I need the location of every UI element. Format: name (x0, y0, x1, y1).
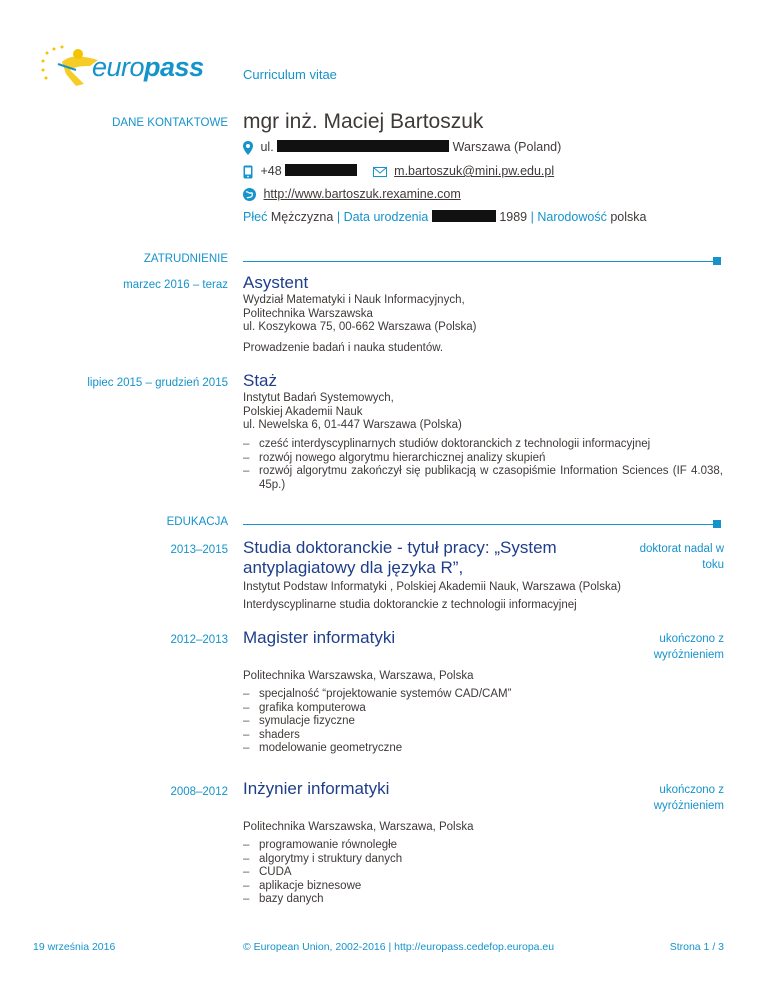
employment-section-marker (713, 257, 721, 265)
birth-label: Data urodzenia (343, 210, 429, 224)
org-line: ul. Koszykowa 75, 00-662 Warszawa (Polska) (243, 321, 477, 333)
redacted-phone (285, 164, 357, 176)
nationality-value: polska (610, 210, 647, 224)
education-section-divider (243, 524, 713, 525)
education-dates: 2008–2012 (170, 786, 228, 798)
website-link[interactable]: http://www.bartoszuk.rexamine.com (263, 187, 461, 201)
education-organization: Politechnika Warszawska, Warszawa, Polska (243, 670, 474, 682)
phone-email-line (243, 164, 554, 179)
list-item: – rozwój nowego algorytmu hierarchicznej analizy skupień (243, 452, 723, 466)
street-prefix: ul. (260, 140, 274, 154)
address-line (243, 140, 561, 155)
education-status: ukończono z wyróżnieniem (653, 784, 724, 812)
education-title: Studia doktoranckie - tytuł pracy: „System antyplagiatowy dla języka R”, (243, 538, 557, 577)
person-name: mgr inż. Maciej Bartoszuk (243, 110, 484, 133)
cv-label: Curriculum vitae (243, 67, 337, 82)
city: Warszawa (Poland) (452, 140, 562, 154)
job-title: Asystent (243, 273, 309, 292)
logo-text-euro: euro (92, 52, 145, 82)
job-dates: lipiec 2015 – grudzień 2015 (87, 377, 228, 389)
education-title: Magister informatyki (243, 628, 396, 647)
personal-info-line (243, 210, 646, 224)
list-item: – CUDA (243, 866, 402, 880)
redacted-birth-date (432, 210, 496, 222)
list-item: – cześć interdyscyplinarnych studiów doktoranckich z technologii informacyjnej (243, 438, 723, 452)
phone-prefix: +48 (260, 164, 282, 178)
org-line: Polskiej Akademii Nauk (243, 405, 363, 418)
list-item: – aplikacje biznesowe (243, 880, 402, 894)
globe-icon (243, 188, 256, 201)
education-description: Interdyscyplinarne studia doktoranckie z technologii informacyjnej (243, 599, 577, 611)
website-line (243, 187, 461, 201)
org-line: ul. Newelska 6, 01-447 Warszawa (Polska) (243, 419, 462, 431)
location-pin-icon (243, 141, 253, 155)
job-description: Prowadzenie badań i nauka studentów. (243, 342, 444, 354)
org-line: Wydział Matematyki i Nauk Informacyjnych, (243, 294, 465, 306)
list-item: – algorytmy i struktury danych (243, 853, 402, 867)
education-organization: Instytut Podstaw Informatyki , Polskiej Akademii Nauk, Warszawa (Polska) (243, 581, 621, 593)
org-line: Instytut Badań Systemowych, (243, 392, 394, 404)
list-item: – shaders (243, 729, 511, 743)
mobile-phone-icon (243, 165, 253, 179)
education-section-title: EDUKACJA (166, 516, 228, 528)
list-item: – rozwój algorytmu zakończył się publikacją w czasopiśmie Information Sciences (IF 4.038, 45p.) (243, 465, 723, 492)
education-dates: 2013–2015 (170, 544, 228, 556)
job-organization (243, 294, 477, 335)
employment-section-divider (243, 261, 713, 262)
envelope-icon (373, 167, 387, 177)
education-title: Inżynier informatyki (243, 779, 390, 798)
footer-page-number: Strona 1 / 3 (669, 941, 724, 953)
job-bullet-list (243, 438, 723, 492)
job-title: Staż (243, 371, 278, 390)
list-item: – symulacje fizyczne (243, 715, 511, 729)
education-status: doktorat nadal w toku (639, 543, 724, 571)
gender-label: Płeć (243, 210, 268, 224)
redacted-street (277, 140, 449, 152)
list-item: – specjalność “projektowanie systemów CAD/CAM” (243, 688, 511, 702)
list-item: – grafika komputerowa (243, 702, 511, 716)
education-dates: 2012–2013 (170, 634, 228, 646)
education-section-marker (713, 520, 721, 528)
education-organization: Politechnika Warszawska, Warszawa, Polska (243, 821, 474, 833)
job-organization (243, 392, 462, 433)
education-bullet-list (243, 688, 511, 756)
education-bullet-list (243, 839, 402, 907)
list-item: – bazy danych (243, 893, 402, 907)
footer-copyright: © European Union, 2002-2016 | http://europass.cedefop.europa.eu (243, 941, 555, 953)
employment-section-title: ZATRUDNIENIE (143, 253, 228, 265)
nationality-label: Narodowość (537, 210, 607, 224)
logo-text-pass: pass (144, 52, 204, 82)
email-link[interactable]: m.bartoszuk@mini.pw.edu.pl (394, 164, 555, 178)
list-item: – modelowanie geometryczne (243, 742, 511, 756)
separator: | (336, 210, 341, 224)
gender-value: Mężczyzna (270, 210, 334, 224)
separator: | (530, 210, 534, 224)
contact-section-label: DANE KONTAKTOWE (112, 117, 228, 129)
birth-year: 1989 (499, 210, 528, 224)
education-status: ukończono z wyróżnieniem (653, 633, 724, 661)
footer-date: 19 września 2016 (33, 941, 116, 953)
org-line: Politechnika Warszawska (243, 307, 373, 320)
job-dates: marzec 2016 – teraz (123, 279, 228, 291)
list-item: – programowanie równoległe (243, 839, 402, 853)
